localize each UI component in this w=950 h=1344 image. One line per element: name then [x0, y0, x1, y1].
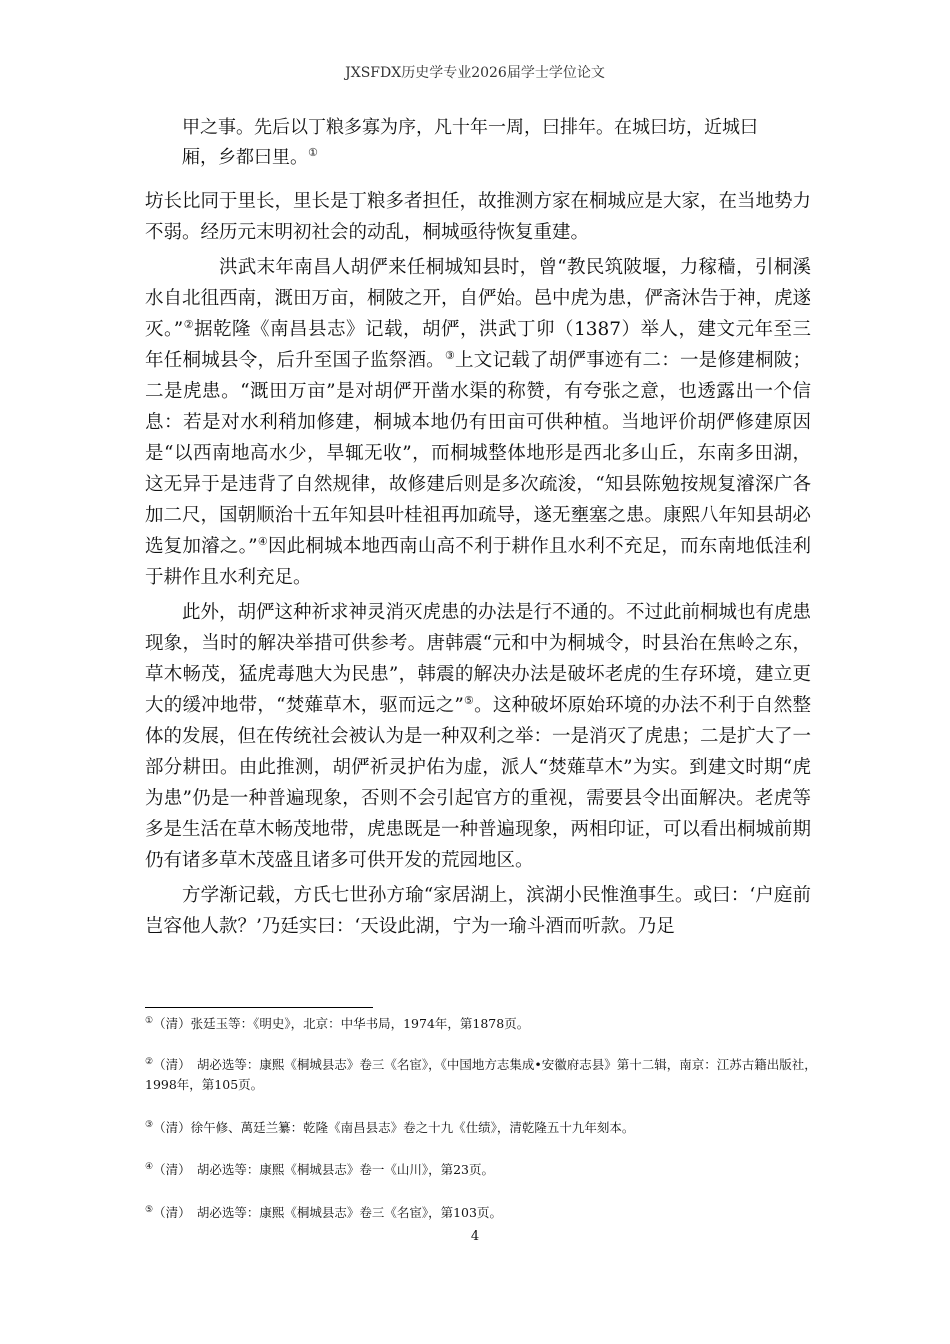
footnote-1	[145, 1014, 529, 1034]
paragraph-2-part-c: 上文记载了胡俨事迹有二：一是修建桐陂；二是虎患。“溉田万亩”是对胡俨开凿水渠的称赞，有夸张之意，也透露出一个信息：若是对水利稍加修建，桐城本地仍有田亩可供种植。当地评价胡俨修建原因是“以西南地高水少，旱辄无收”，而桐城整体地形是西北多山丘，东南多田湖，这无异于是违背了自然规律，故修建后则是多次疏浚，“知县陈勉按规复濬深广各加二尺，国朝顺治十五年知县叶桂祖再加疏导，遂无壅塞之患。康熙八年知县胡必选复加濬之。”	[145, 350, 812, 557]
footnote-separator	[145, 1007, 373, 1008]
footnote-3-mark: ③	[145, 1119, 154, 1130]
footnote-5-text: （清） 胡必选等：康熙《桐城县志》卷三《名宦》，第103页。	[153, 1205, 502, 1220]
footnote-1-text: （清）张廷玉等：《明史》，北京：中华书局，1974年，第1878页。	[153, 1016, 530, 1031]
page-number: 4	[470, 1229, 480, 1244]
footnote-ref-3: ③	[444, 348, 456, 362]
footnote-ref-2: ②	[183, 317, 195, 331]
running-header: JXSFDX历史学专业2026届学士学位论文	[345, 65, 605, 81]
footnote-2-mark: ②	[145, 1056, 154, 1067]
paragraph-3-part-b: 。这种破坏原始环境的办法不利于自然整体的发展，但在传统社会被认为是一种双利之举：一是消灭了虎患；二是扩大了一部分耕田。由此推测，胡俨祈灵护佑为虚，派人“焚薙草木”为实。到建文时期“虎为患”仍是一种普遍现象，否则不会引起官方的重视，需要县令出面解决。老虎等多是生活在草木畅茂地带，虎患既是一种普遍现象，两相印证，可以看出桐城前期仍有诸多草木茂盛且诸多可供开发的荒园地区。	[145, 695, 812, 871]
paragraph-2-part-a: 洪武末年南昌人胡俨来任桐城知县时，曾“教民筑陂堰，力稼穑，引桐溪水自北徂西南，溉田万亩，桐陂之开，自俨始。邑中虎为患，俨斋沐告于神，虎遂灭。”	[145, 257, 812, 340]
paragraph-2-part-b: 据乾隆《南昌县志》记载，胡俨，洪武丁卯（1387）举人，建文元年至三年任桐城县令，后升至国子监祭酒。	[145, 319, 811, 371]
footnote-5	[145, 1203, 502, 1223]
paragraph-3	[145, 597, 811, 876]
quote-line-2	[182, 143, 822, 173]
block-quote	[182, 113, 822, 173]
paragraph-2-part-d: 因此桐城本地西南山高不利于耕作且水利不充足，而东南地低洼利于耕作且水利充足。	[145, 536, 811, 588]
footnote-ref-1: ①	[308, 146, 318, 159]
paragraph-4: 方学渐记载，方氏七世孙方瑜“家居湖上，滨湖小民惟渔事生。或曰：‘户庭前岂容他人款？’乃廷实曰：‘天设此湖，宁为一瑜斗酒而听款。乃足	[145, 885, 811, 937]
footnote-2-text: （清） 胡必选等：康熙《桐城县志》卷三《名宦》，《中国地方志集成•安徽府志县》第十二辑，南京：江苏古籍出版社，1998年，第105页。	[145, 1057, 817, 1092]
quote-line-2-text: 厢，乡都曰里。	[182, 147, 308, 168]
quote-line-1: 甲之事。先后以丁粮多寡为序，凡十年一周，曰排年。在城曰坊，近城曰	[182, 117, 758, 138]
footnote-5-mark: ⑤	[145, 1204, 154, 1215]
paragraph-2	[145, 252, 811, 593]
paragraph-1: 坊长比同于里长，里长是丁粮多者担任，故推测方家在桐城应是大家，在当地势力不弱。经历元末明初社会的动乱，桐城亟待恢复重建。	[145, 191, 812, 243]
footnote-4-mark: ④	[145, 1161, 154, 1172]
footnote-1-mark: ①	[145, 1015, 154, 1026]
footnote-4	[145, 1160, 494, 1180]
footnote-3-text: （清）徐午修、萬廷兰纂：乾隆《南昌县志》卷之十九《仕绩》，清乾隆五十九年刻本。	[153, 1120, 635, 1135]
footnote-4-text: （清） 胡必选等：康熙《桐城县志》卷一《山川》，第23页。	[153, 1162, 494, 1177]
footnote-2	[145, 1055, 825, 1095]
paragraph-3-part-a: 此外，胡俨这种祈求神灵消灭虎患的办法是行不通的。不过此前桐城也有虎患现象，当时的解决举措可供参考。唐韩震“元和中为桐城令，时县治在焦岭之东，草木畅茂，猛虎毒虺大为民患”，韩震的解决办法是破坏老虎的生存环境，建立更大的缓冲地带，“焚薙草木，驱而远之”	[145, 602, 812, 716]
footnote-3	[145, 1118, 634, 1138]
footnote-ref-5: ⑤	[463, 693, 475, 707]
body-text	[145, 186, 811, 946]
footnote-ref-4: ④	[257, 534, 268, 548]
